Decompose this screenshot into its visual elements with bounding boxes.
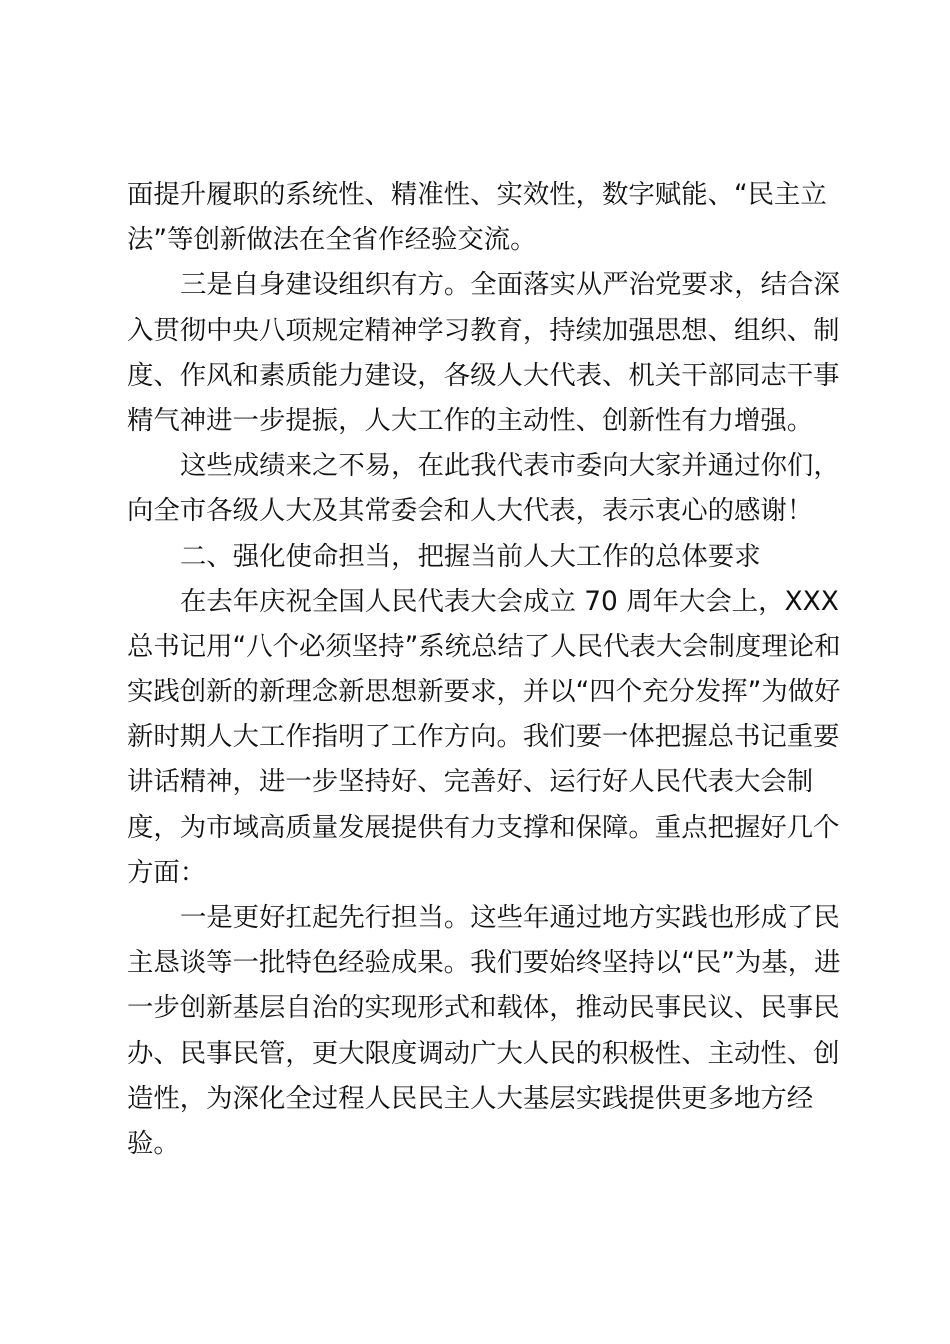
paragraph-line: 度、作风和素质能力建设，各级人大代表、机关干部同志干事: [127, 359, 840, 391]
document-body: [127, 172, 841, 1166]
paragraph-line: 度，为市域高质量发展提供有力支撑和保障。重点把握好几个: [127, 811, 840, 843]
paragraph-line: 方面：: [127, 856, 207, 888]
paragraph-line: 造性，为深化全过程人民民主人大基层实践提供更多地方经: [127, 1082, 814, 1114]
paragraph-line: 主恳谈等一批特色经验成果。我们要始终坚持以“民”为基，进: [127, 947, 841, 979]
paragraph-line: 入贯彻中央八项规定精神学习教育，持续加强思想、组织、制: [127, 314, 840, 346]
paragraph-line: 验。: [127, 1127, 180, 1159]
paragraph-line: 向全市各级人大及其常委会和人大代表，表示衷心的感谢！: [127, 495, 814, 527]
paragraph-line: 实践创新的新理念新思想新要求，并以“四个充分发挥”为做好: [127, 676, 841, 708]
paragraph-line: 精气神进一步提振，人大工作的主动性、创新性有力增强。: [127, 404, 814, 436]
paragraph-line: 新时期人大工作指明了工作方向。我们要一体把握总书记重要: [127, 721, 840, 753]
paragraph-line: 办、民事民管，更大限度调动广大人民的积极性、主动性、创: [127, 1037, 840, 1069]
section-heading: 二、强化使命担当，把握当前人大工作的总体要求: [180, 540, 761, 572]
paragraph-start-line: 一是更好扛起先行担当。这些年通过地方实践也形成了民: [180, 902, 840, 933]
paragraph-start-line: 三是自身建设组织有方。全面落实从严治党要求，结合深: [180, 269, 840, 301]
paragraph-line: 面提升履职的系统性、精准性、实效性，数字赋能、“民主立: [127, 179, 827, 210]
paragraph-line: 讲话精神，进一步坚持好、完善好、运行好人民代表大会制: [127, 766, 814, 798]
paragraph-line: 总书记用“八个必须坚持”系统总结了人民代表大会制度理论和: [127, 630, 841, 662]
paragraph-line: 法”等创新做法在全省作经验交流。: [127, 224, 537, 256]
paragraph-line: 一步创新基层自治的实现形式和载体，推动民事民议、民事民: [127, 992, 840, 1024]
paragraph-start-line: 这些成绩来之不易，在此我代表市委向大家并通过你们，: [180, 450, 840, 482]
paragraph-start-line: 在去年庆祝全国人民代表大会成立 70 周年大会上，XXX: [180, 585, 839, 617]
